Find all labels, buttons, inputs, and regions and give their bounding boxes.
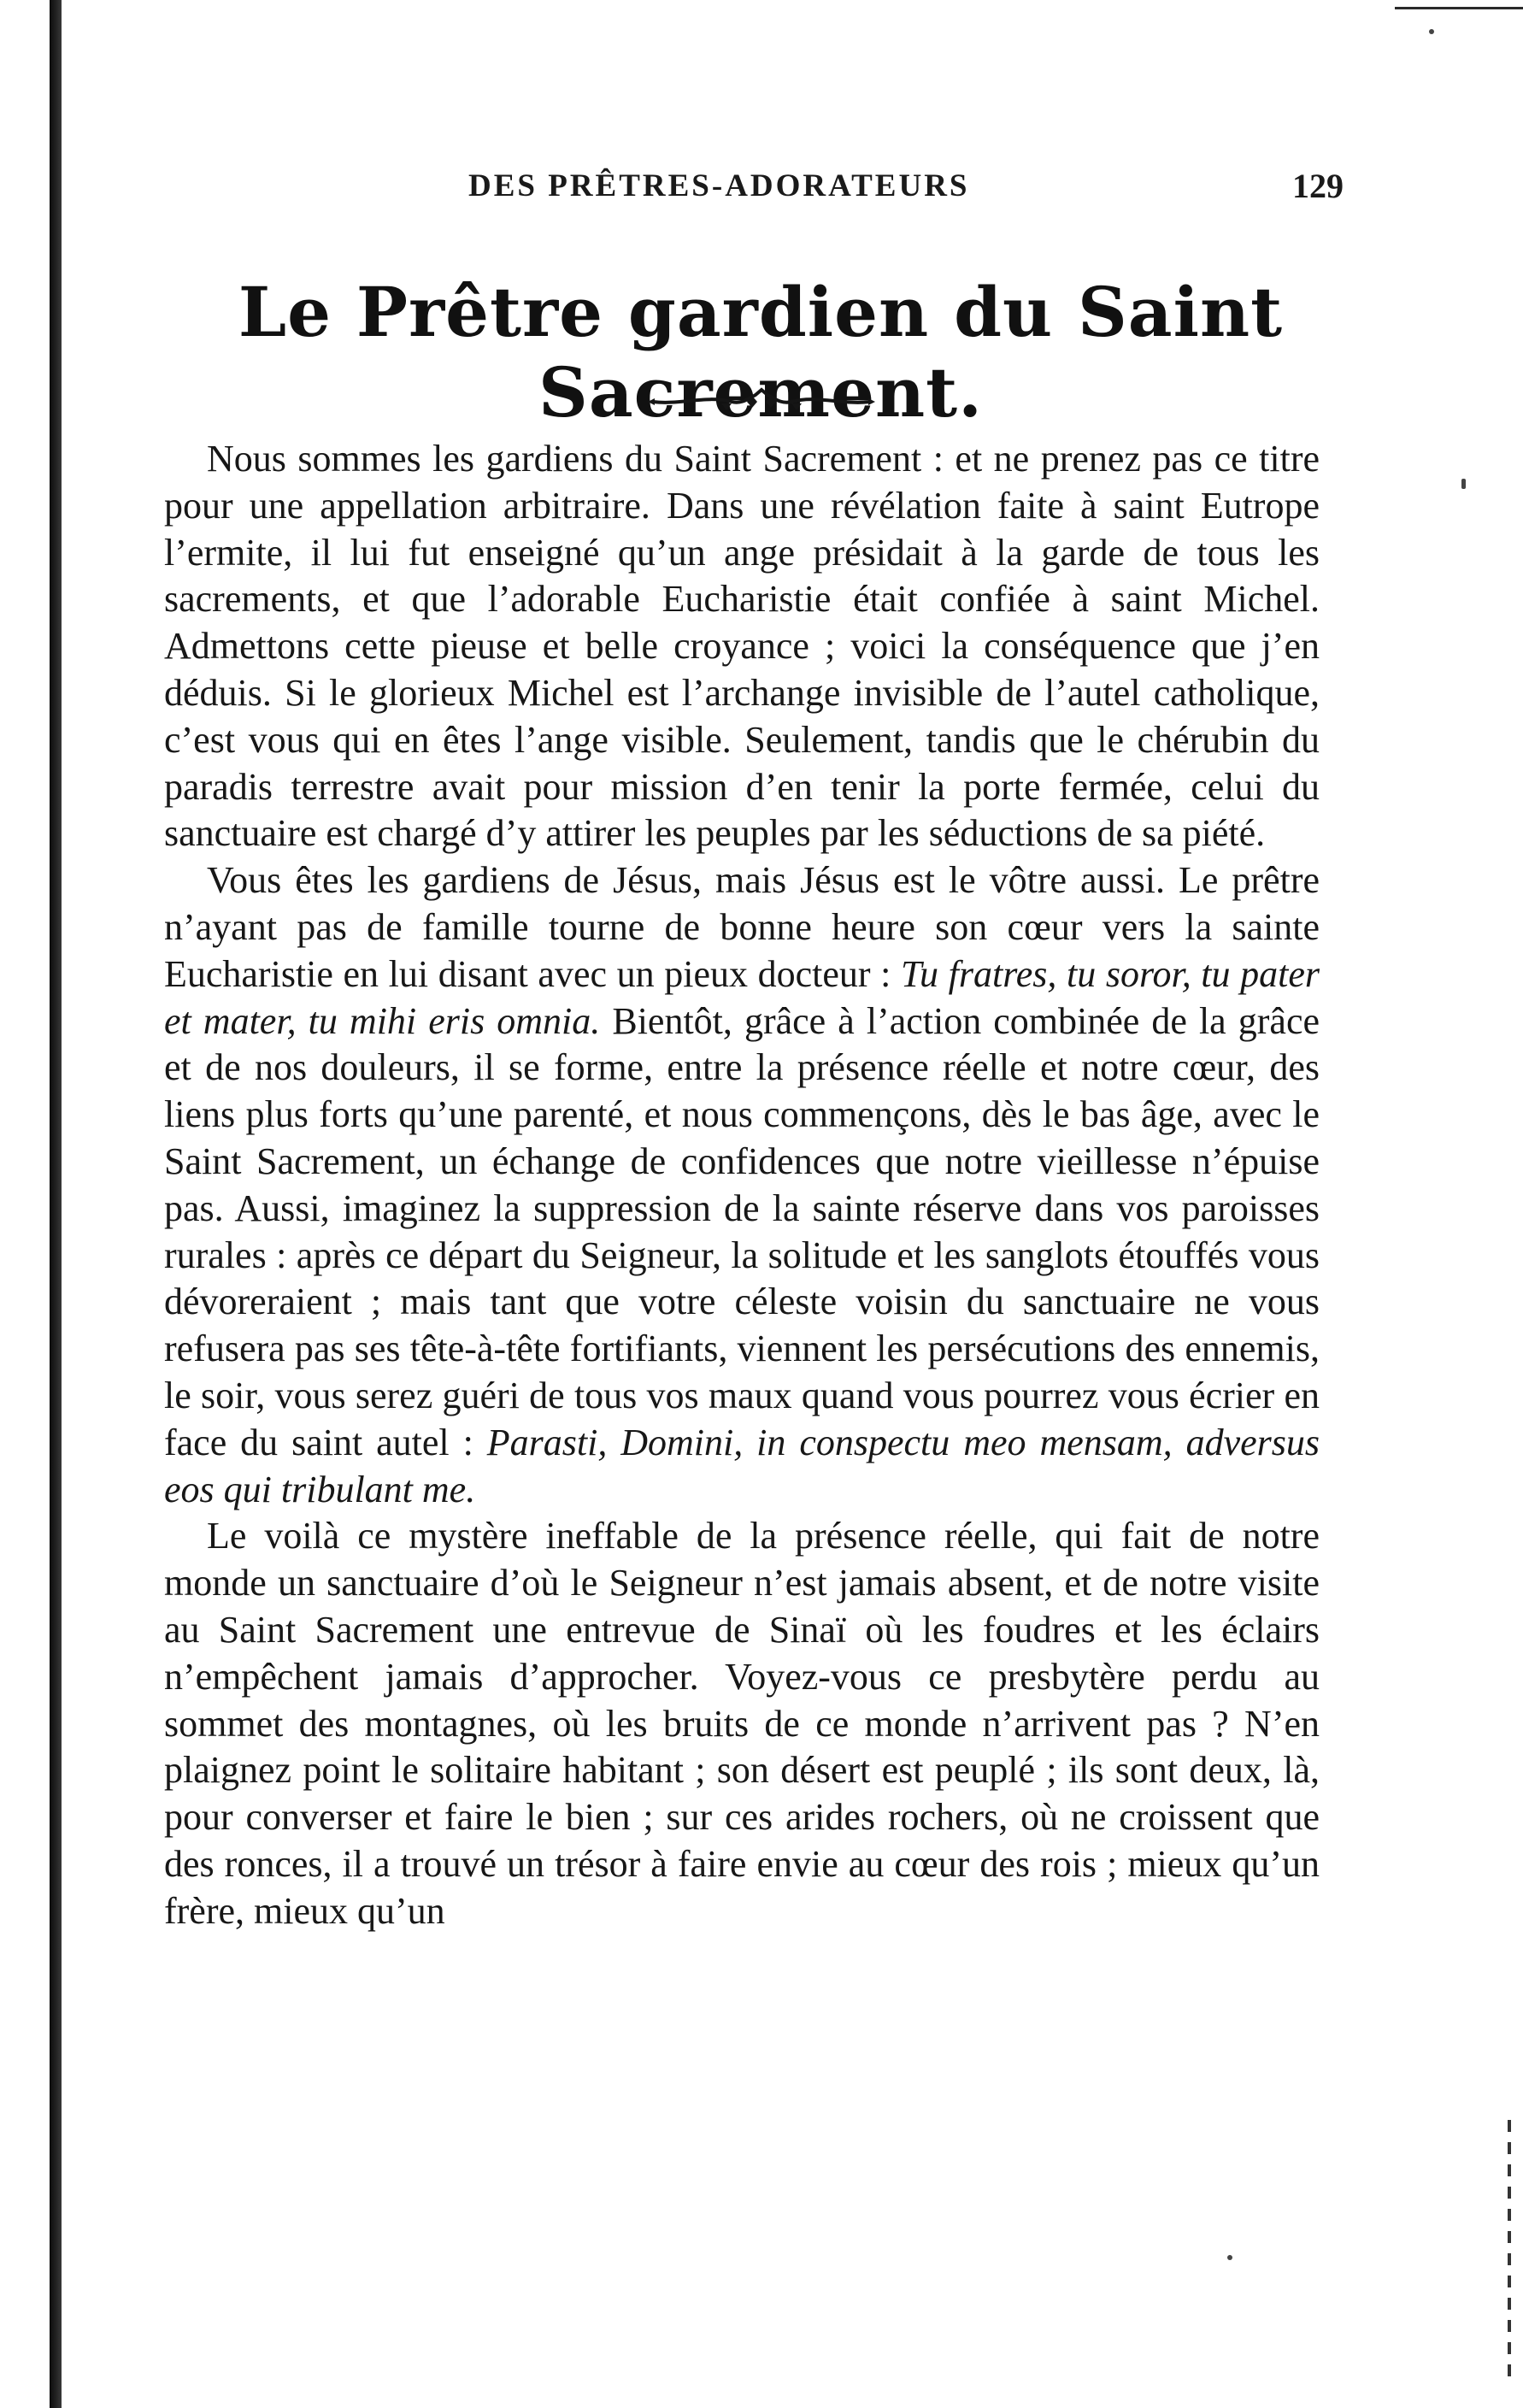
latin-quote-1: Tu fratres, tu soror, tu pater et mater, tu mihi eris omnia. [164,952,1320,1042]
running-title: DES PRÊTRES-ADORATEURS [468,168,970,203]
latin-quote-2: Parasti, Domini, in conspectu meo mensam, adversus eos qui tribulant me. [164,1421,1320,1510]
paragraph-2-text-a: Vous êtes les gardiens de Jésus, mais Jésus est le vôtre aussi. Le prêtre n’ayant pas de famille tourne de bonne heure son cœur vers la sainte Eucharistie en lui disant avec un pieux docteur : [164,859,1320,995]
scan-edge-marks [1508,2120,1511,2376]
paragraph-3: Le voilà ce mystère ineffable de la présence réelle, qui fait de notre monde un sanctuaire d’où le Seigneur n’est jamais absent, et de notre visite au Saint Sacrement une entrevue de Sinaï où les foudres et les éclairs n’empêchent jamais d’approcher. Voyez-vous ce presbytère perdu au sommet des montagnes, où les bruits de ce monde n’arrivent pas ? N’en plaignez point le solitaire habitant ; son désert est peuplé ; ils sont deux, là, pour converser et faire le bien ; sur ces arides rochers, où ne croissent que des ronces, il a trouvé un trésor à faire envie au cœur des rois ; mieux qu’un frère, mieux qu’un [164,1515,1320,1932]
scan-speck [1429,29,1434,34]
binding-edge [50,0,62,2408]
ornament-divider-icon [646,383,877,417]
top-rule [1395,7,1523,9]
scan-speck [1461,479,1466,489]
body-text [164,436,1320,1935]
page-number: 129 [1292,167,1344,205]
paragraph-2-text-b: Bientôt, grâce à l’action combinée de la grâce et de nos douleurs, il se forme, entre la présence réelle et notre cœur, des liens plus forts qu’une parenté, et nous commençons, dès le bas âge, avec le Saint Sacrement, un échange de confidences que notre vieillesse n’épuise pas. Aussi, imaginez la suppression de la sainte réserve dans vos paroisses rurales : après ce départ du Seigneur, la solitude et les sanglots étouffés vous dévoreraient ; mais tant que votre céleste voisin du sanctuaire ne vous refusera pas ses tête-à-tête fortifiants, viennent les persécutions des ennemis, le soir, vous serez guéri de tous vos maux quand vous pourrez vous écrier en face du saint autel : [164,999,1320,1463]
chapter-title: Le Prêtre gardien du Saint Sacrement. [238,272,1284,433]
running-head [164,168,1344,210]
paragraph-2 [164,857,1320,1513]
scan-speck [1227,2255,1232,2260]
paragraph-1: Nous sommes les gardiens du Saint Sacrement : et ne prenez pas ce titre pour une appellation arbitraire. Dans une révélation faite à saint Eutrope l’ermite, il lui fut enseigné qu’un ange présidait à la garde de tous les sacrements, et que l’adorable Eucharistie était confiée à saint Michel. Admettons cette pieuse et belle croyance ; voici la conséquence que j’en déduis. Si le glorieux Michel est l’archange invisible de l’autel catholique, c’est vous qui en êtes l’ange visible. Seulement, tandis que le chérubin du paradis terrestre avait pour mission d’en tenir la porte fermée, celui du sanctuaire est chargé d’y attirer les peuples par les séductions de sa piété. [164,438,1320,855]
